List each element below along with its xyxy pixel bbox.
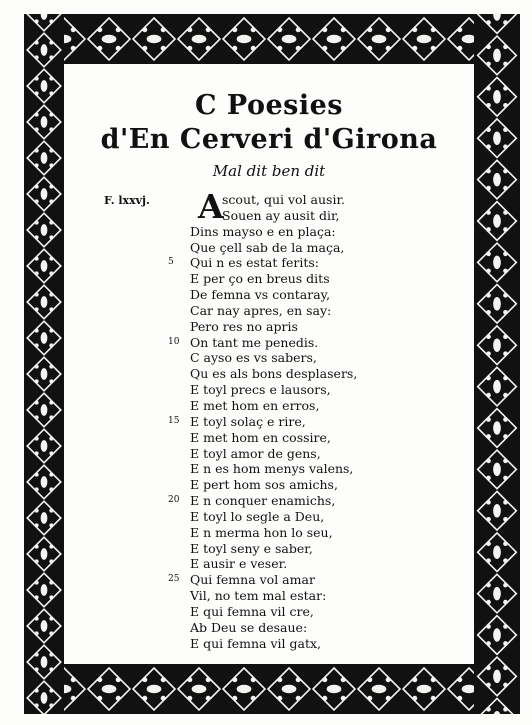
verse-text: Qu es als bons desplasers, [190, 366, 358, 382]
verse-text: E toyl amor de gens, [190, 445, 321, 461]
page-title-line1: C Poesies [195, 90, 343, 121]
verse-line [190, 525, 460, 541]
verse-text: Souen ay ausit dir, [222, 207, 340, 223]
verse-text: E met hom en cossire, [190, 429, 331, 445]
verse-text: Ab Deu se desaue: [190, 619, 308, 635]
drop-cap-initial: A [198, 187, 224, 226]
verse-text: E qui femna vil cre, [190, 603, 314, 619]
verse-line [190, 556, 460, 572]
verse-text: E pert hom sos amichs, [190, 477, 338, 493]
verse-text: E toyl solaç e rire, [190, 413, 306, 429]
verse-line [168, 413, 460, 430]
verse-line [190, 446, 460, 462]
line-number: 25 [168, 574, 180, 585]
verse-text: Pero res no apris [190, 318, 298, 334]
verse-text: E toyl seny e saber, [190, 540, 313, 556]
verse-text: E toyl precs e lausors, [190, 382, 331, 398]
verse-text: E met hom en erros, [190, 397, 320, 413]
verse-line [190, 350, 460, 366]
verse-line [190, 604, 460, 620]
poem-verses [168, 187, 460, 651]
verse-line [190, 366, 460, 382]
verse-line [190, 271, 460, 287]
ornamental-border-left [24, 14, 64, 714]
folio-reference: F. lxxvj. [104, 194, 150, 207]
verse-text: E n conquer enamichs, [190, 493, 336, 509]
verse-line [190, 208, 460, 224]
verse-line [190, 541, 460, 557]
ornamental-border-bottom [64, 664, 480, 714]
ornamental-border-right [474, 14, 520, 714]
verse-text: E qui femna vil gatx, [190, 635, 322, 651]
verse-line [168, 334, 460, 351]
verse-text: Dins mayso e en plaça: [190, 223, 336, 239]
ornamental-border-top [64, 14, 480, 64]
line-number: 5 [168, 257, 174, 268]
verse-text: Car nay apres, en say: [190, 302, 332, 318]
line-number: 10 [168, 336, 180, 347]
verse-line [190, 382, 460, 398]
verse-line [190, 303, 460, 319]
verse-line [190, 636, 460, 652]
verse-text: E toyl lo segle a Deu, [190, 508, 325, 524]
verse-text: Vil, no tem mal estar: [190, 588, 327, 604]
verse-line [190, 477, 460, 493]
verse-line [190, 620, 460, 636]
verse-text: E n merma hon lo seu, [190, 524, 333, 540]
verse-text: Qui n es estat ferits: [190, 255, 320, 271]
text-block [64, 64, 474, 664]
verse-line [168, 255, 460, 271]
verse-text: E per ço en breus dits [190, 271, 330, 287]
verse-line [190, 461, 460, 477]
verse-line [190, 319, 460, 335]
verse-line [190, 224, 460, 240]
verse-text: scout, qui vol ausir. [222, 192, 346, 207]
verse-line [190, 509, 460, 525]
verse-text: On tant me penedis. [190, 334, 319, 350]
verse-line [190, 398, 460, 414]
line-number: 15 [168, 415, 180, 426]
verse-text: E ausir e veser. [190, 556, 288, 572]
page-title-line2: d'En Cerveri d'Girona [100, 124, 438, 155]
verse-line [190, 287, 460, 303]
line-number: 20 [168, 495, 180, 506]
verse-text: Que çell sab de la maça, [190, 239, 345, 255]
verse-line [190, 588, 460, 604]
verse-line [190, 430, 460, 446]
verse-line [190, 240, 460, 256]
verse-line [168, 572, 460, 588]
verse-text: De femna vs contaray, [190, 287, 331, 303]
poem-subtitle: Mal dit ben dit [212, 162, 326, 180]
verse-text: Qui femna vol amar [190, 572, 315, 588]
verse-line [168, 493, 460, 509]
verse-text: E n es hom menys valens, [190, 461, 354, 477]
verse-text: C ayso es vs sabers, [190, 350, 317, 366]
